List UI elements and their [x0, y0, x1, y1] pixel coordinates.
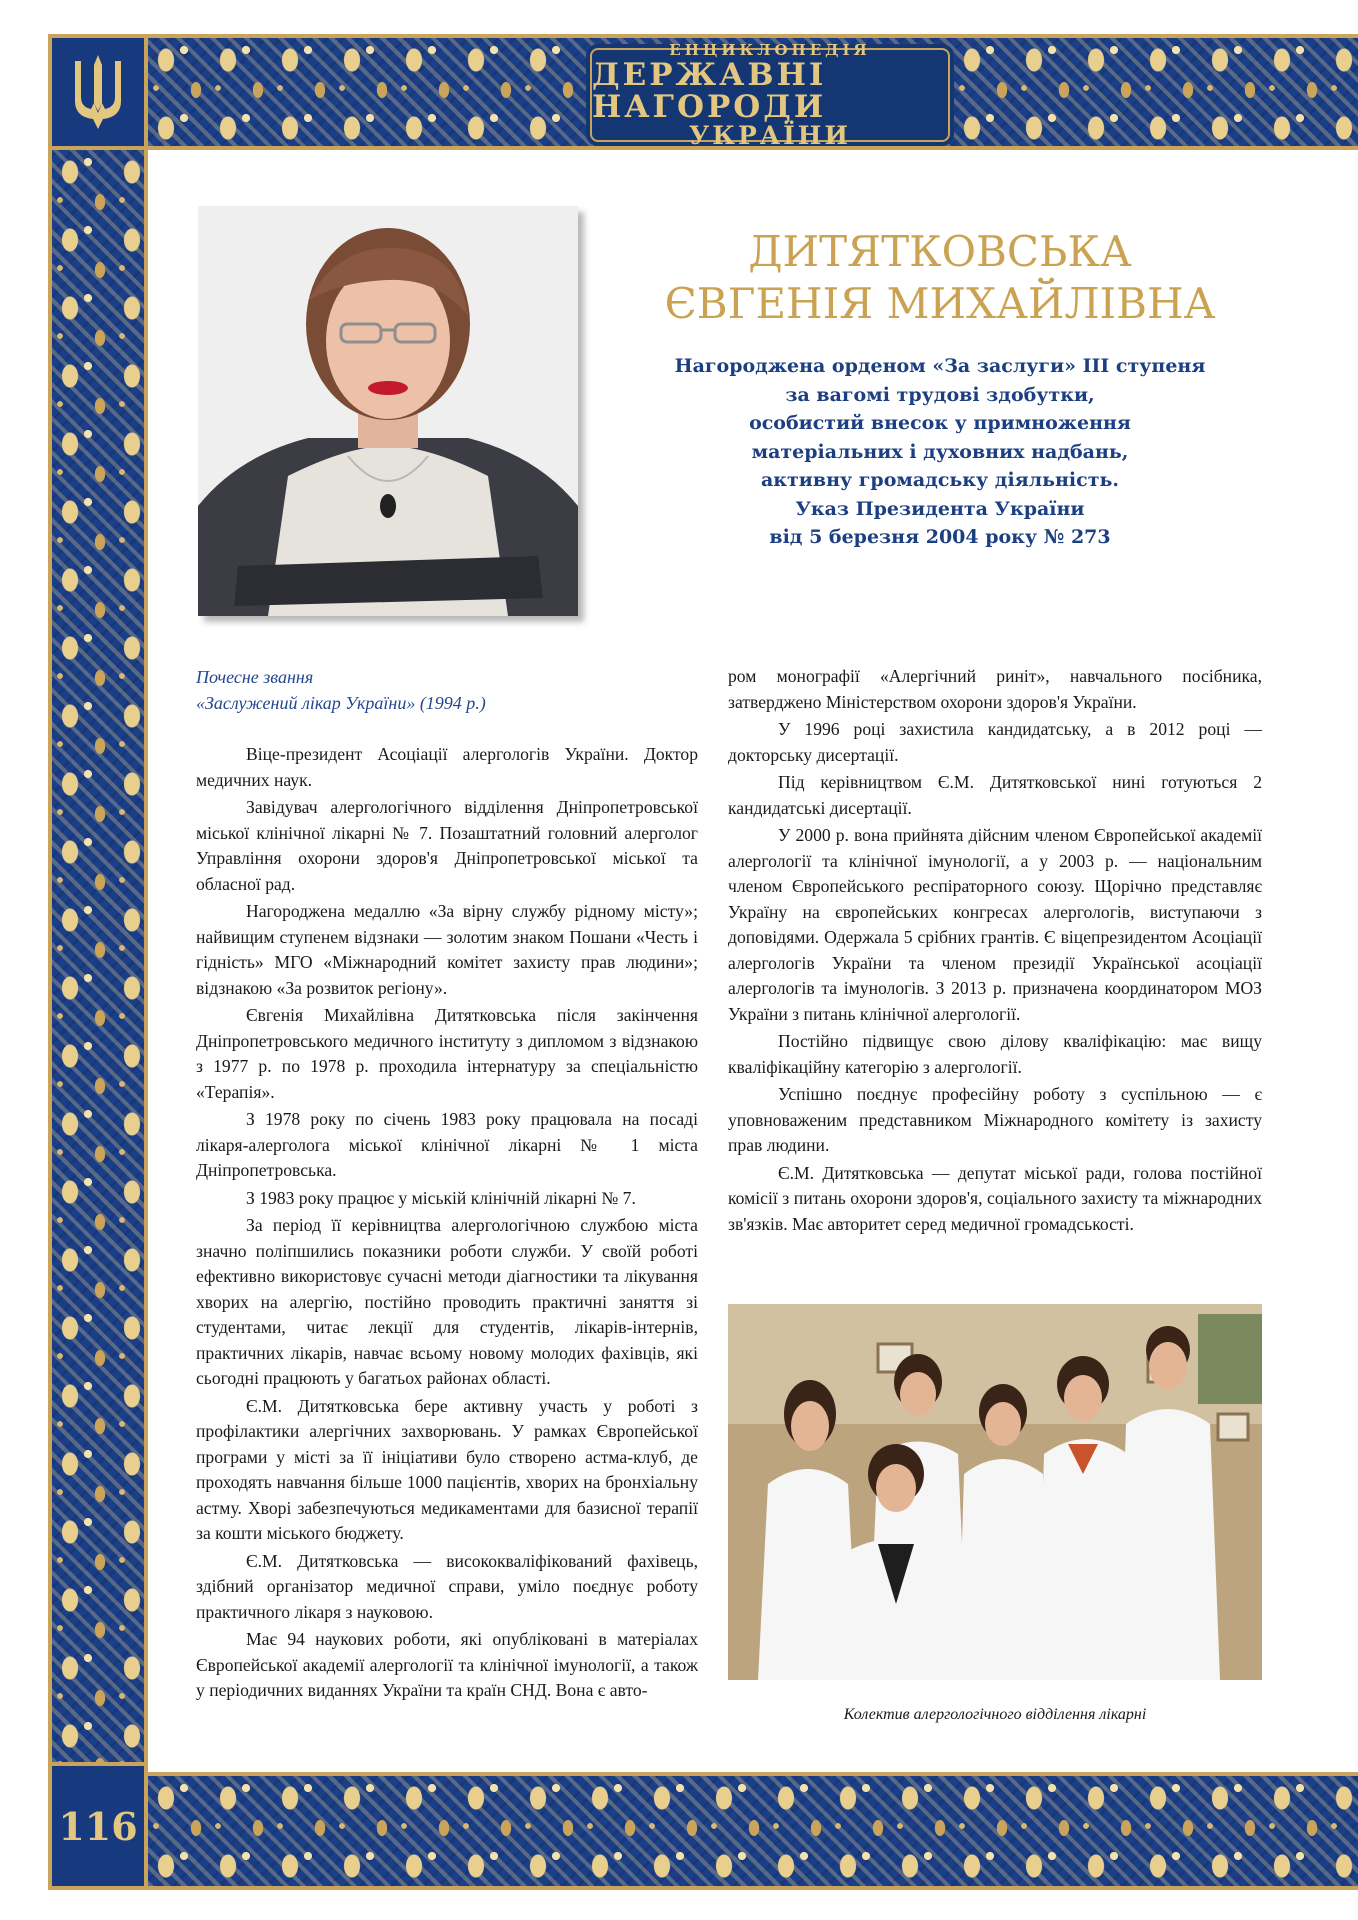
- bottom-ornament-border: [148, 1772, 1358, 1890]
- portrait-photo: [198, 206, 578, 616]
- series-title-line1: ДЕРЖАВНІ НАГОРОДИ: [592, 57, 827, 125]
- article-paragraph: Є.М. Дитятковська — депутат міської ради, голова постійної комісії з питань охорони здоров'я, соціального захисту та міжнародних зв'язків. Має авторитет серед медичної громадськості.: [728, 1162, 1262, 1234]
- article-paragraph: Нагороджена медаллю «За вірну службу рідному місту»; найвищим ступенем відзнаки — золотим знаком Пошани «Честь і гідність» МГО «Міжнародний комітет захисту прав людини»; відзнакою «За розвиток регіону».: [196, 901, 698, 998]
- article-column-right: [728, 664, 1262, 1239]
- article-paragraph: Віце-президент Асоціації алергологів України. Доктор медичних наук.: [196, 744, 698, 790]
- honorary-title-value: «Заслужений лікар України» (1994 р.): [196, 693, 486, 713]
- decree-line: активну громадську діяльність.: [760, 469, 1119, 491]
- article-paragraph: Євгенія Михайлівна Дитятковська після закінчення Дніпропетровського медичного інституту з дипломом з відзнакою з 1977 р. по 1978 р. проходила інтернатуру за спеціальністю «Терапія».: [196, 1005, 698, 1102]
- team-group-photo: [728, 1304, 1262, 1680]
- left-ornament-border: [48, 150, 148, 1762]
- coat-of-arms-panel: [48, 34, 148, 150]
- decree-line: за вагомі трудові здобутки,: [785, 383, 1095, 406]
- person-name: [640, 226, 1240, 330]
- decree-line: особистий внесок у примноження: [749, 412, 1131, 434]
- team-photo-illustration: [728, 1304, 1262, 1680]
- article-paragraph: Є.М. Дитятковська — висококваліфікований фахівець, здібний організатор медичної справи, уміло поєднує роботу практичного лікаря з науковою.: [196, 1550, 698, 1622]
- honorary-title: [196, 664, 656, 716]
- honorary-title-label: Почесне звання: [196, 667, 314, 687]
- page-number-panel: [48, 1762, 148, 1890]
- article-paragraph: Є.М. Дитятковська бере активну участь у роботі з профілактики алергічних захворювань. У рамках Європейської програми у місті за її ініціативи було створено астма-клуб, де проходять навчання більше 1000 пацієнтів, хворих на бронхіальну астму. Хворі забезпечуються медикаментами для базисної терапії за кошти міського бюджету.: [196, 1395, 698, 1543]
- article-paragraph: Постійно підвищує свою ділову кваліфікацію: має вищу кваліфікаційну категорію з алергології.: [728, 1031, 1262, 1077]
- encyclopedia-title-plaque: [590, 41, 950, 150]
- article-paragraph: За період її керівництва алергологічною службою міста значно поліпшились показники роботи служби. У своїй роботі ефективно використовує сучасні методи діагностики та лікування хворих на алергію, постійно проводить практичні заняття зі студентами, читає лекції для студентів, лікарів-інтернів, практичних лікарів, навчає всьому новому молодих фахівців, які сьогодні працюють у багатьох районах області.: [196, 1215, 698, 1388]
- article-paragraph: З 1978 року по січень 1983 року працювала на посаді лікаря-алерголога міської клінічної лікарні № 1 міста Дніпропетровська.: [196, 1109, 698, 1180]
- series-title-line2: УКРАЇНИ: [688, 121, 852, 150]
- award-decree: [640, 352, 1240, 552]
- article-paragraph: Завідувач алергологічного відділення Дніпропетровської міської клінічної лікарні № 7. Позаштатний головний алерголог Управління охорони здоров'я Дніпропетровської міської та обласної рад.: [196, 797, 698, 894]
- article-paragraph: Під керівництвом Є.М. Дитятковської нині готуються 2 кандидатські дисертації.: [728, 772, 1262, 818]
- article-paragraph: Успішно поєднує професійну роботу з суспільною — є уповноваженим представником Міжнародного комітету із захисту прав людини.: [728, 1084, 1262, 1155]
- article-paragraph: Має 94 наукових роботи, які опубліковані в матеріалах Європейської академії алергології та клінічної імунології, а також у періодичних виданнях України та країн СНД. Вона є авто-: [196, 1629, 698, 1700]
- page-number: 116: [58, 1803, 138, 1849]
- decree-line: Указ Президента України: [795, 497, 1085, 520]
- article-column-left: [196, 742, 698, 1706]
- decree-line: матеріальних і духовних надбань,: [751, 440, 1129, 463]
- series-label: ЕНЦИКЛОПЕДІЯ: [669, 41, 871, 59]
- decree-line: від 5 березня 2004 року № 273: [769, 526, 1111, 548]
- portrait-illustration: [198, 206, 578, 616]
- trident-icon: [69, 51, 127, 133]
- article-paragraph: У 1996 році захистила кандидатську, а в 2012 році — докторську дисертації.: [728, 719, 1262, 765]
- person-surname: ДИТЯТКОВСЬКА: [748, 227, 1132, 276]
- article-paragraph-continuation: ром монографії «Алергічний риніт», навчального посібника, затверджено Міністерством охорони здоров'я України.: [728, 666, 1262, 712]
- article-paragraph: З 1983 року працює у міській клінічній лікарні № 7.: [246, 1187, 636, 1208]
- decree-line: Нагороджена орденом «За заслуги» ІІІ ступеня: [674, 355, 1206, 377]
- article-paragraph: У 2000 р. вона прийнята дійсним членом Європейської академії алергології та клінічної імунології, а у 2003 р. — національним членом Європейського респіраторного союзу. Щорічно представляє Україну на європейських конгресах алергологів, виступаючи з доповідями. Одержала 5 срібних грантів. Є віцепрезидентом Асоціації алергологів України та членом президії Української асоціації алергологів та імунологів. З 2013 р. призначена координатором МОЗ України з питань клінічної алергології.: [728, 825, 1262, 1024]
- photo-caption: Колектив алергологічного відділення лікарні: [843, 1706, 1147, 1723]
- person-given-names: ЄВГЕНІЯ МИХАЙЛІВНА: [664, 279, 1216, 328]
